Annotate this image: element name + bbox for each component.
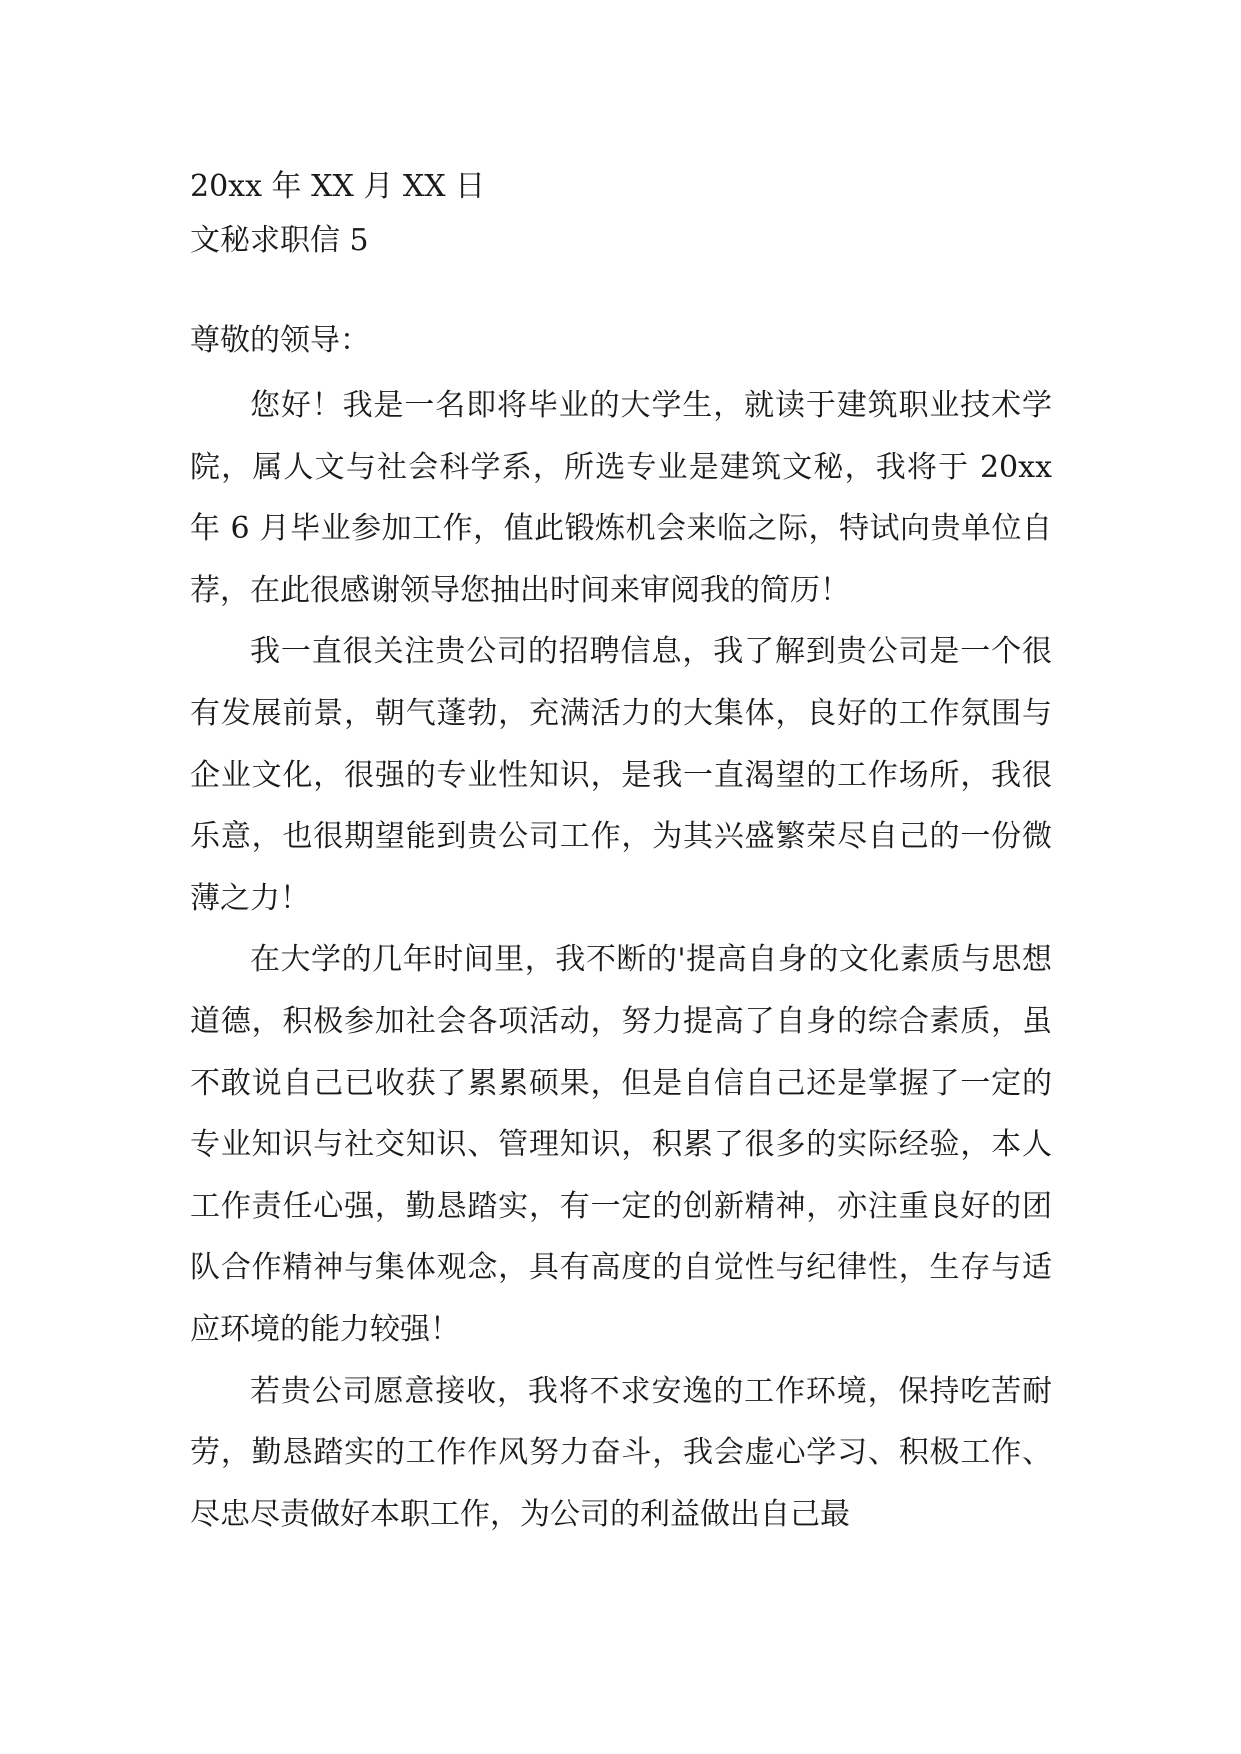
letter-paragraph-4: 若贵公司愿意接收，我将不求安逸的工作环境，保持吃苦耐劳，勤恳踏实的工作作风努力奋斗，我会虚心学习、积极工作、尽忠尽责做好本职工作，为公司的利益做出自己最	[190, 1373, 1052, 1532]
title-gap	[190, 268, 1052, 314]
letter-paragraph-2: 我一直很关注贵公司的招聘信息，我了解到贵公司是一个很有发展前景，朝气蓬勃，充满活力的大集体，良好的工作氛围与企业文化，很强的专业性知识，是我一直渴望的工作场所，我很乐意，也很期望能到贵公司工作，为其兴盛繁荣尽自己的一份微薄之力！	[190, 634, 1052, 916]
letter-page	[190, 160, 1052, 1545]
letter-title: 文秘求职信 5	[190, 223, 369, 258]
letter-paragraph-1: 您好！我是一名即将毕业的大学生，就读于建筑职业技术学院，属人文与社会科学系，所选专业是建筑文秘，我将于 20xx 年 6 月毕业参加工作，值此锻炼机会来临之际，特试向贵单位自荐，在此很感谢领导您抽出时间来审阅我的简历！	[190, 388, 1052, 608]
letter-paragraph-3: 在大学的几年时间里，我不断的'提高自身的文化素质与思想道德，积极参加社会各项活动，努力提高了自身的综合素质，虽不敢说自己已收获了累累硕果，但是自信自己还是掌握了一定的专业知识与社交知识、管理知识，积累了很多的实际经验，本人工作责任心强，勤恳踏实，有一定的创新精神，亦注重良好的团队合作精神与集体观念，具有高度的自觉性与纪律性，生存与适应环境的能力较强！	[190, 942, 1052, 1347]
letter-date: 20xx 年 XX 月 XX 日	[190, 169, 486, 204]
letter-salutation: 尊敬的领导：	[190, 323, 370, 358]
